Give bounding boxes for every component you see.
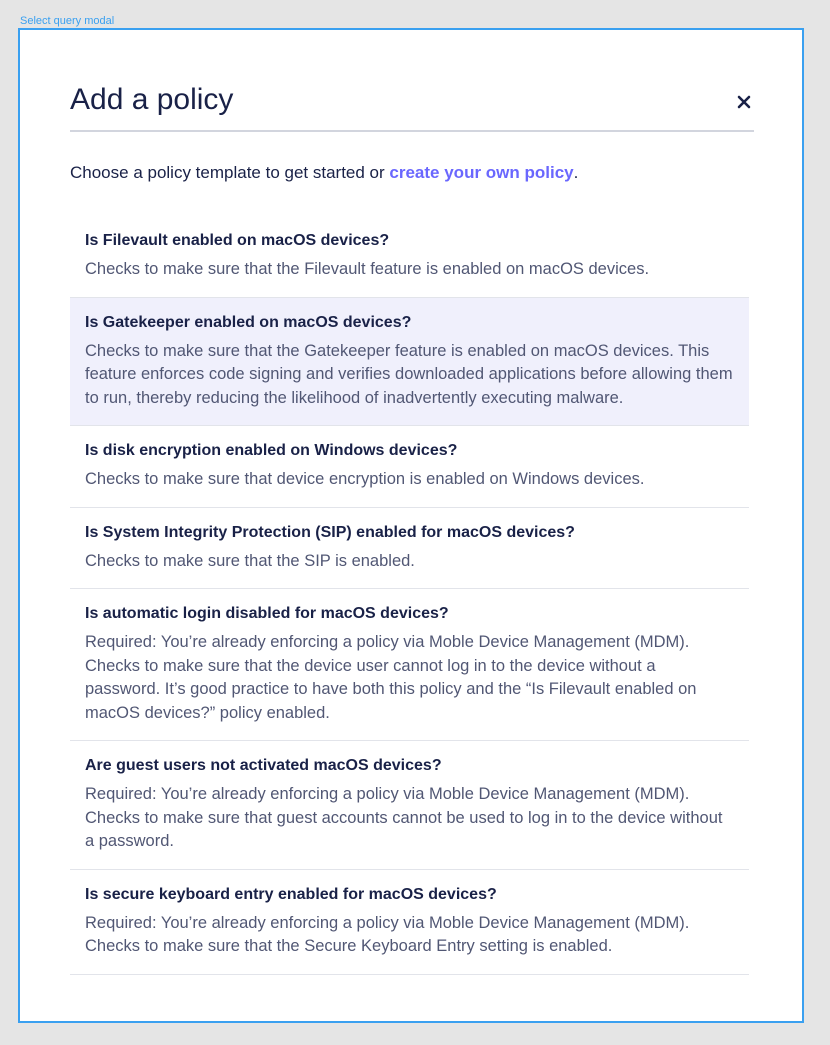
policy-item-sip[interactable] <box>70 508 749 590</box>
close-icon <box>736 94 752 110</box>
policy-item-gatekeeper[interactable] <box>70 298 749 427</box>
policy-description: Checks to make sure that device encryption is enabled on Windows devices. <box>85 470 645 488</box>
policy-title: Is disk encryption enabled on Windows devices? <box>85 442 458 459</box>
policy-item-windows-disk-encryption[interactable] <box>70 426 749 508</box>
policy-description: Required: You’re already enforcing a policy via Moble Device Management (MDM). Checks to make sure that guest accounts cannot be used to log in to the device without a password. <box>85 785 723 850</box>
policy-description: Required: You’re already enforcing a policy via Moble Device Management (MDM). Checks to make sure that the device user cannot log in to the device without a password. It’s good practice to have both this policy and the “Is Filevault enabled on macOS devices?” policy enabled. <box>85 633 697 722</box>
policy-description: Checks to make sure that the Gatekeeper feature is enabled on macOS devices. This feature enforces code signing and verifies downloaded applications before allowing them to run, thereby reducing the likelihood of inadvertently executing malware. <box>85 341 733 407</box>
policy-item-secure-keyboard[interactable] <box>70 870 749 975</box>
policy-description: Required: You’re already enforcing a policy via Moble Device Management (MDM). Checks to make sure that the Secure Keyboard Entry setting is enabled. <box>85 913 690 955</box>
intro-suffix: . <box>573 163 579 182</box>
policy-title: Is System Integrity Protection (SIP) enabled for macOS devices? <box>85 523 575 541</box>
intro-text <box>70 162 578 184</box>
policy-item-guest-users[interactable] <box>70 741 749 870</box>
policy-template-list <box>70 216 749 975</box>
frame-label: Select query modal <box>20 15 115 27</box>
policy-description: Checks to make sure that the SIP is enabled. <box>85 551 415 570</box>
add-policy-modal <box>18 28 804 1023</box>
policy-title: Is Gatekeeper enabled on macOS devices? <box>85 313 412 331</box>
policy-title: Is Filevault enabled on macOS devices? <box>85 232 390 249</box>
policy-title: Are guest users not activated macOS devices? <box>85 757 442 774</box>
policy-title: Is automatic login disabled for macOS devices? <box>85 605 449 622</box>
modal-header <box>70 80 754 132</box>
modal-title: Add a policy <box>70 83 234 116</box>
policy-title: Is secure keyboard entry enabled for macOS devices? <box>85 885 497 903</box>
create-own-policy-link[interactable]: create your own policy <box>389 163 574 182</box>
policy-item-automatic-login[interactable] <box>70 589 749 741</box>
policy-item-filevault[interactable] <box>70 216 749 298</box>
policy-description: Checks to make sure that the Filevault feature is enabled on macOS devices. <box>85 260 650 278</box>
intro-text-label: Choose a policy template to get started or <box>70 163 390 182</box>
close-button[interactable] <box>736 94 752 110</box>
